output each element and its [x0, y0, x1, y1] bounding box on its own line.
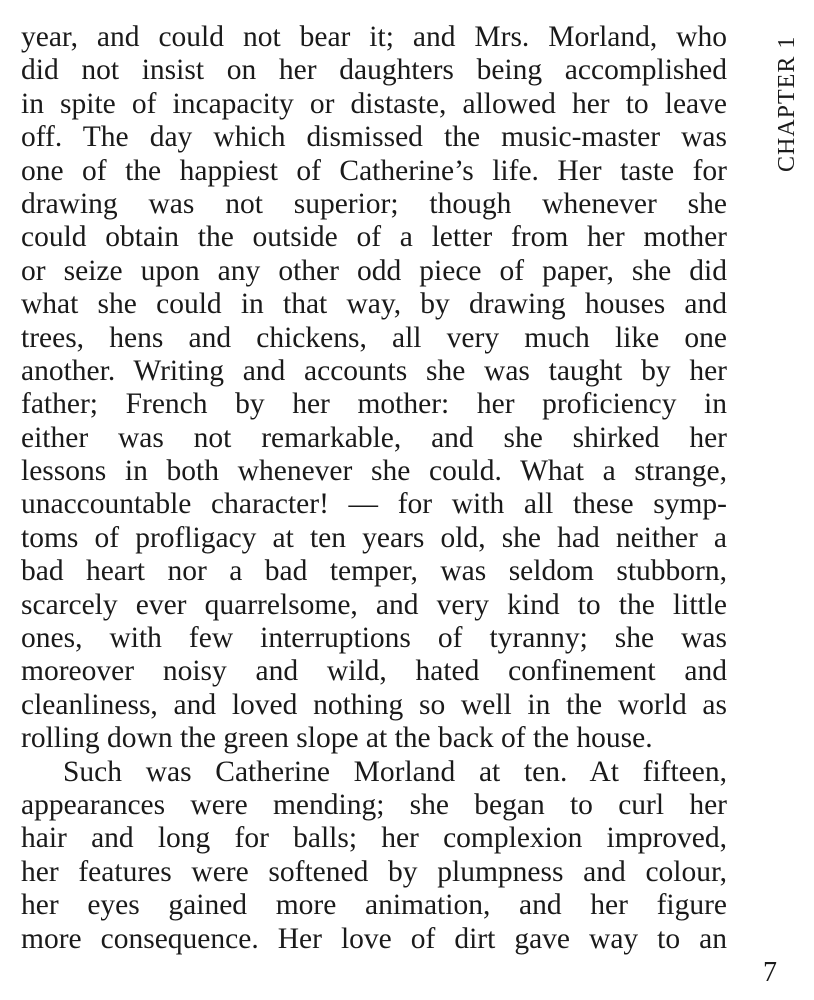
text-line: scarcely ever quarrelsome, and very kind to the little — [21, 588, 727, 621]
paragraph-end-line: rolling down the green slope at the back of the house. — [21, 722, 653, 755]
text-line: toms of profligacy at ten years old, she had neither a — [21, 521, 727, 554]
text-line: another. Writing and accounts she was taught by her — [21, 354, 727, 387]
text-line: hair and long for balls; her complexion improved, — [21, 822, 727, 855]
page-number: 7 — [763, 957, 777, 988]
text-line: off. The day which dismissed the music-master was — [21, 121, 727, 154]
text-line: moreover noisy and wild, hated confinement and — [21, 655, 727, 688]
text-line: lessons in both whenever she could. What a strange, — [21, 455, 727, 488]
text-line: more consequence. Her love of dirt gave way to an — [21, 922, 727, 955]
text-line: cleanliness, and loved nothing so well in the world as — [21, 688, 727, 721]
text-line: her features were softened by plumpness and colour, — [21, 855, 727, 888]
text-line: or seize upon any other odd piece of paper, she did — [21, 254, 727, 287]
text-line: her eyes gained more animation, and her figure — [21, 889, 727, 922]
text-line: ones, with few interruptions of tyranny; she was — [21, 622, 727, 655]
text-line: trees, hens and chickens, all very much like one — [21, 321, 727, 354]
text-line: father; French by her mother: her proficiency in — [21, 388, 727, 421]
text-line: either was not remarkable, and she shirked her — [21, 421, 727, 454]
text-line: appearances were mending; she began to curl her — [21, 788, 727, 821]
text-line: drawing was not superior; though whenever she — [21, 187, 727, 220]
text-line: in spite of incapacity or distaste, allowed her to leave — [21, 87, 727, 120]
text-line: what she could in that way, by drawing houses and — [21, 288, 727, 321]
running-header: CHAPTER 1 — [774, 35, 800, 172]
body-text — [21, 21, 727, 956]
text-line: one of the happiest of Catherine’s life. Her taste for — [21, 154, 727, 187]
text-line: could obtain the outside of a letter from her mother — [21, 221, 727, 254]
text-line: did not insist on her daughters being accomplished — [21, 54, 727, 87]
text-line: bad heart nor a bad temper, was seldom stubborn, — [21, 555, 727, 588]
text-line: unaccountable character! — for with all these symp- — [21, 488, 727, 521]
text-line: year, and could not bear it; and Mrs. Morland, who — [21, 21, 727, 53]
paragraph-start-line: Such was Catherine Morland at ten. At fifteen, — [63, 755, 727, 788]
